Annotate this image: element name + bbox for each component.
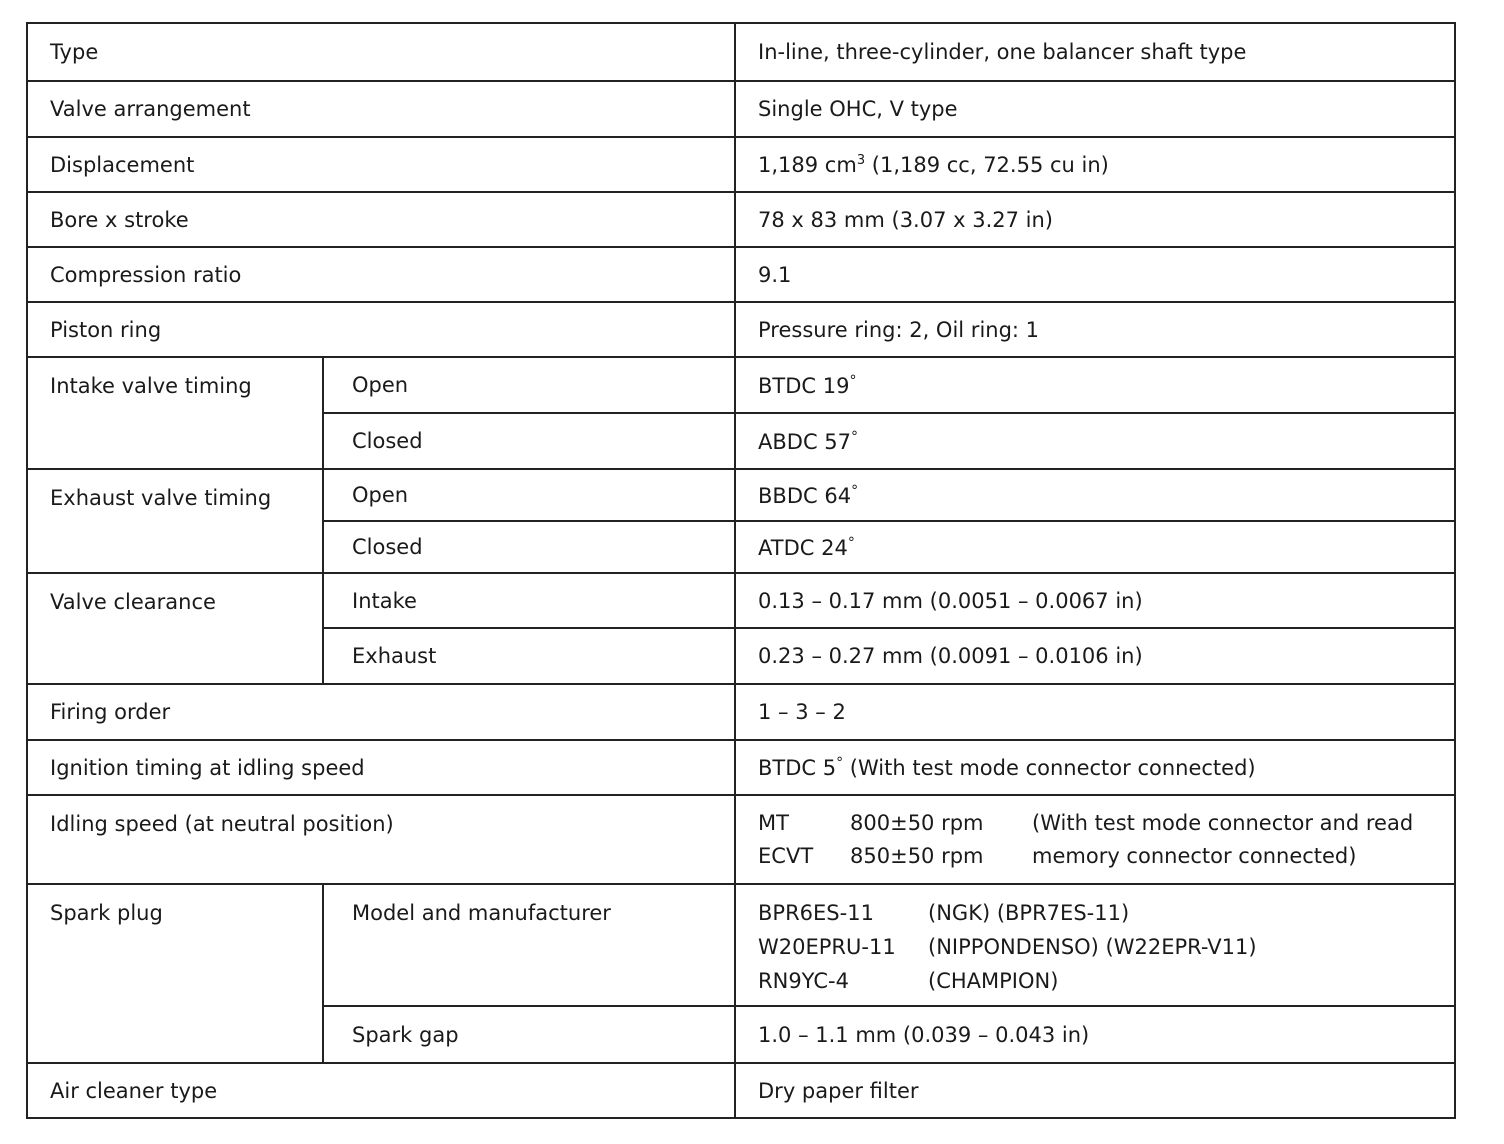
table-row [27, 884, 1455, 1006]
spec-value-ignition-timing [735, 740, 1455, 795]
idling-speed-grid [758, 810, 1454, 870]
spec-value-exhaust-closed [735, 521, 1455, 573]
spec-label-valve-arrangement: Valve arrangement [27, 81, 735, 137]
intake-open-value: BTDC 19 [758, 373, 850, 398]
idle-ecvt-value: 850±50 rpm [850, 844, 984, 868]
spec-value-clearance-exhaust: 0.23 – 0.27 mm (0.0091 – 0.0106 in) [735, 628, 1455, 684]
spec-label-idling-speed: Idling speed (at neutral position) [27, 795, 735, 884]
spec-label-ignition-timing: Ignition timing at idling speed [27, 740, 735, 795]
spec-value-air-cleaner: Dry paper filter [735, 1063, 1455, 1118]
table-row [27, 81, 1455, 137]
table-row [27, 795, 1455, 884]
spec-value-exhaust-open [735, 469, 1455, 521]
idle-mt-label: MT [758, 811, 789, 835]
spec-label-displacement: Displacement [27, 137, 735, 192]
sublabel-spark-gap: Spark gap [323, 1006, 735, 1063]
table-row [27, 23, 1455, 81]
idle-ecvt-label: ECVT [758, 844, 814, 868]
spec-value-idling-speed [735, 795, 1455, 884]
table-row [27, 357, 1455, 413]
spec-label-type: Type [27, 23, 735, 81]
spec-label-valve-clearance: Valve clearance [27, 573, 323, 684]
spec-label-air-cleaner: Air cleaner type [27, 1063, 735, 1118]
table-row [27, 740, 1455, 795]
spec-value-clearance-intake: 0.13 – 0.17 mm (0.0051 – 0.0067 in) [735, 573, 1455, 628]
spec-label-intake-valve-timing: Intake valve timing [27, 357, 323, 469]
spec-value-valve-arrangement: Single OHC, V type [735, 81, 1455, 137]
table-row [27, 247, 1455, 302]
spec-label-piston-ring: Piston ring [27, 302, 735, 357]
displacement-value: 1,189 cm [758, 152, 857, 177]
table-row [27, 137, 1455, 192]
exhaust-closed-value: ATDC 24 [758, 535, 848, 560]
spec-label-exhaust-valve-timing: Exhaust valve timing [27, 469, 323, 573]
spec-label-spark-plug: Spark plug [27, 884, 323, 1063]
spec-value-intake-closed [735, 413, 1455, 469]
spec-value-spark-plug-models [735, 884, 1455, 1006]
spark-plug-model-grid [758, 899, 1454, 995]
table-row [27, 573, 1455, 628]
sublabel-exhaust-closed: Closed [323, 521, 735, 573]
spec-value-firing-order: 1 – 3 – 2 [735, 684, 1455, 740]
degree-symbol: ° [851, 428, 859, 445]
cubic-superscript: 3 [856, 152, 866, 168]
idle-note-line1: (With test mode connector and read [1032, 811, 1414, 835]
plug-part-number: RN9YC-4 [758, 969, 849, 993]
plug-manufacturer: (NGK) (BPR7ES-11) [928, 901, 1130, 925]
degree-symbol: ° [836, 755, 844, 771]
spec-value-spark-gap: 1.0 – 1.1 mm (0.039 – 0.043 in) [735, 1006, 1455, 1063]
degree-symbol: ° [847, 534, 855, 551]
spec-value-piston-ring: Pressure ring: 2, Oil ring: 1 [735, 302, 1455, 357]
idle-note-line2: memory connector connected) [1032, 844, 1357, 868]
spec-value-displacement [735, 137, 1455, 192]
spec-label-firing-order: Firing order [27, 684, 735, 740]
ignition-value: BTDC 5 [758, 756, 837, 780]
table-row [27, 1063, 1455, 1118]
table-row [27, 684, 1455, 740]
displacement-detail: (1,189 cc, 72.55 cu in) [865, 152, 1109, 177]
exhaust-open-value: BBDC 64 [758, 483, 852, 508]
spec-value-bore-stroke: 78 x 83 mm (3.07 x 3.27 in) [735, 192, 1455, 247]
sublabel-clearance-intake: Intake [323, 573, 735, 628]
spec-value-type: In-line, three-cylinder, one balancer shaft type [735, 23, 1455, 81]
sublabel-clearance-exhaust: Exhaust [323, 628, 735, 684]
sublabel-model-manufacturer: Model and manufacturer [323, 884, 735, 1006]
intake-closed-value: ABDC 57 [758, 429, 852, 454]
table-row [27, 302, 1455, 357]
degree-symbol: ° [849, 372, 857, 389]
plug-part-number: BPR6ES-11 [758, 901, 874, 925]
spec-label-compression-ratio: Compression ratio [27, 247, 735, 302]
ignition-note: (With test mode connector connected) [843, 756, 1256, 780]
plug-part-number: W20EPRU-11 [758, 935, 896, 959]
plug-manufacturer: (NIPPONDENSO) (W22EPR-V11) [928, 935, 1257, 959]
table-row [27, 469, 1455, 521]
engine-spec-table [26, 22, 1456, 1119]
table-row [27, 192, 1455, 247]
spec-label-bore-stroke: Bore x stroke [27, 192, 735, 247]
spec-value-intake-open [735, 357, 1455, 413]
spec-value-compression-ratio: 9.1 [735, 247, 1455, 302]
sublabel-intake-closed: Closed [323, 413, 735, 469]
plug-manufacturer: (CHAMPION) [928, 969, 1059, 993]
idle-mt-value: 800±50 rpm [850, 811, 984, 835]
sublabel-intake-open: Open [323, 357, 735, 413]
sublabel-exhaust-open: Open [323, 469, 735, 521]
degree-symbol: ° [851, 482, 859, 499]
